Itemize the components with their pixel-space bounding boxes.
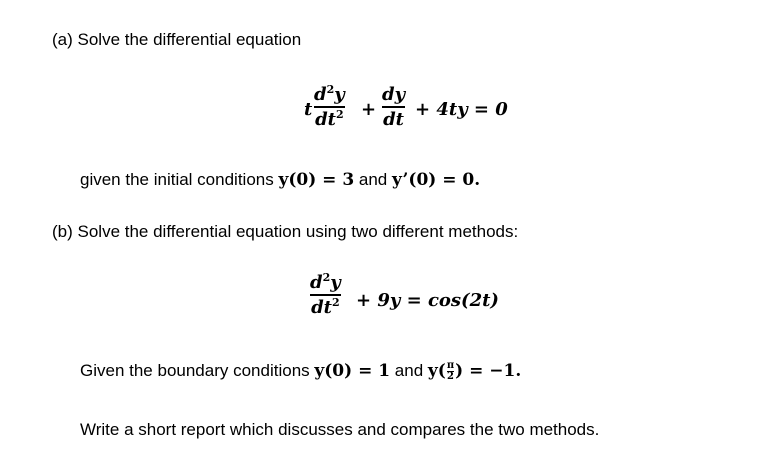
equation-a-fraction-1: $d^2y$ $dt^2$ <box>314 83 345 130</box>
boundary-conditions: Given the boundary conditions y(0) = 1 and $y(\frac{\pi}{2}) = -1$. <box>80 360 522 382</box>
equation-b-rest: + 9y = cos(2t) <box>356 290 499 311</box>
initial-conditions: given the initial conditions y(0) = 3 and y’(0) = 0. <box>80 170 481 190</box>
equation-a-coeff: t <box>304 99 313 120</box>
part-b-heading: (b) Solve the differential equation using two different methods: <box>52 222 519 241</box>
equation-a-fraction-2: dy dt <box>382 84 406 130</box>
equation-a-plus: + <box>361 99 377 120</box>
report-instruction: Write a short report which discusses and compares the two methods. <box>80 420 600 439</box>
boundary-condition-1: y(0) = 1 <box>314 361 391 381</box>
boundary-condition-2: $y(\frac{\pi}{2}) = -1$ <box>427 360 516 382</box>
initial-condition-1: y(0) = 3 <box>278 170 355 190</box>
equation-b-fraction: $d^2y$ $dt^2$ <box>310 271 341 318</box>
initial-condition-2: y’(0) = 0 <box>391 170 475 190</box>
equation-a-rest: + 4ty = 0 <box>415 99 508 120</box>
part-a-heading: (a) Solve the differential equation <box>52 30 302 49</box>
